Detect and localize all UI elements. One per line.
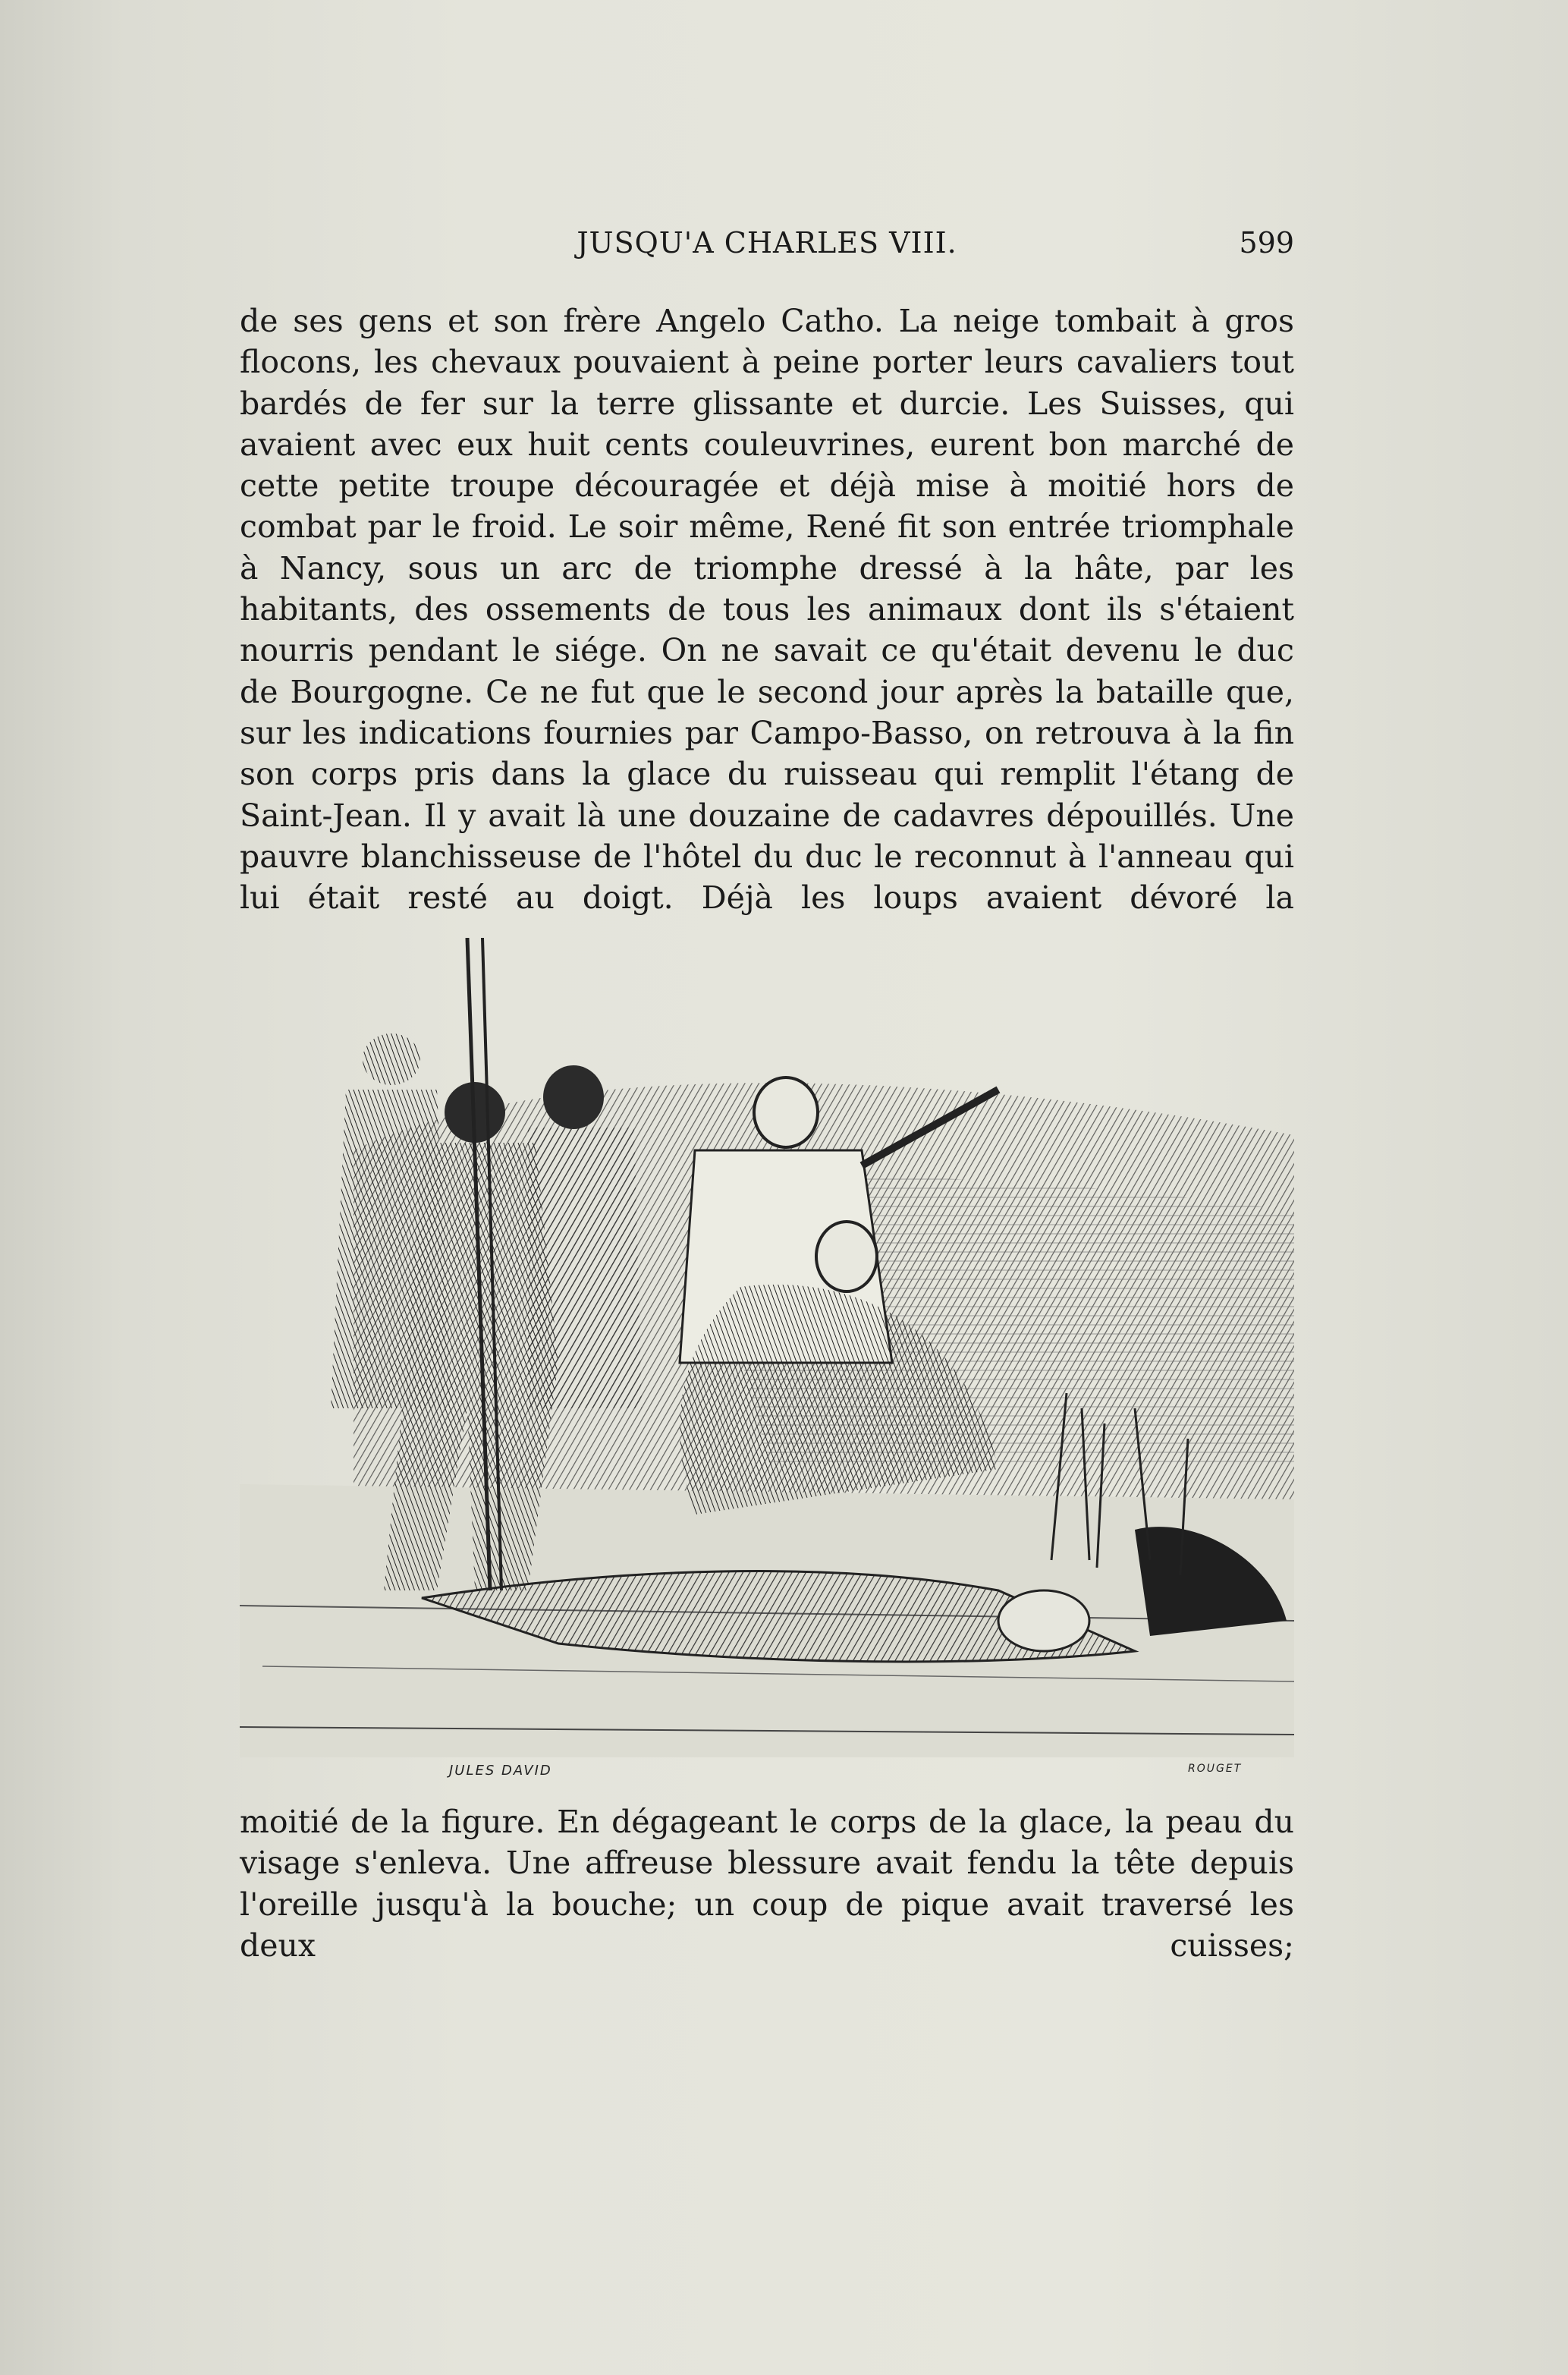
engraving-drawing bbox=[240, 938, 1294, 1789]
engraving-illustration bbox=[240, 938, 1294, 1789]
running-head: JUSQU'A CHARLES VIII. bbox=[577, 226, 957, 260]
artist-signature: JULES DAVID bbox=[449, 1763, 552, 1779]
engraver-signature: ROUGET bbox=[1188, 1763, 1243, 1775]
body-paragraph-top: de ses gens et son frère Angelo Catho. La neige tombait à gros flocons, les chevaux pouvaient à peine porter leurs cavaliers tout bardés de fer sur la terre glissante et durcie. Les Suisses, qui avaient avec eux huit cents couleuvrines, eurent bon marché de cette petite troupe découragée et déjà mise à moitié hors de combat par le froid. Le soir même, René fit son entrée triomphale à Nancy, sous un arc de triomphe dressé à la hâte, par les habitants, des ossements de tous les animaux dont ils s'étaient nourris pendant le siége. On ne savait ce qu'était devenu le duc de Bourgogne. Ce ne fut que le second jour après la bataille que, sur les indications fournies par Campo-Basso, on retrouva à la fin son corps pris dans la glace du ruisseau qui remplit l'étang de Saint-Jean. Il y avait là une douzaine de cadavres dépouillés. Une pauvre blanchisseuse de l'hôtel du duc le reconnut à l'anneau qui lui était resté au doigt. Déjà les loups avaient dévoré la bbox=[240, 303, 1294, 917]
page-number: 599 bbox=[1239, 226, 1294, 260]
body-paragraph-bottom: moitié de la figure. En dégageant le corps de la glace, la peau du visage s'enleva. Une affreuse blessure avait fendu la tête depuis l'oreille jusqu'à la bouche; un coup de pique avait traversé les deux cuisses; bbox=[240, 1804, 1294, 1964]
page-header bbox=[240, 226, 1294, 272]
